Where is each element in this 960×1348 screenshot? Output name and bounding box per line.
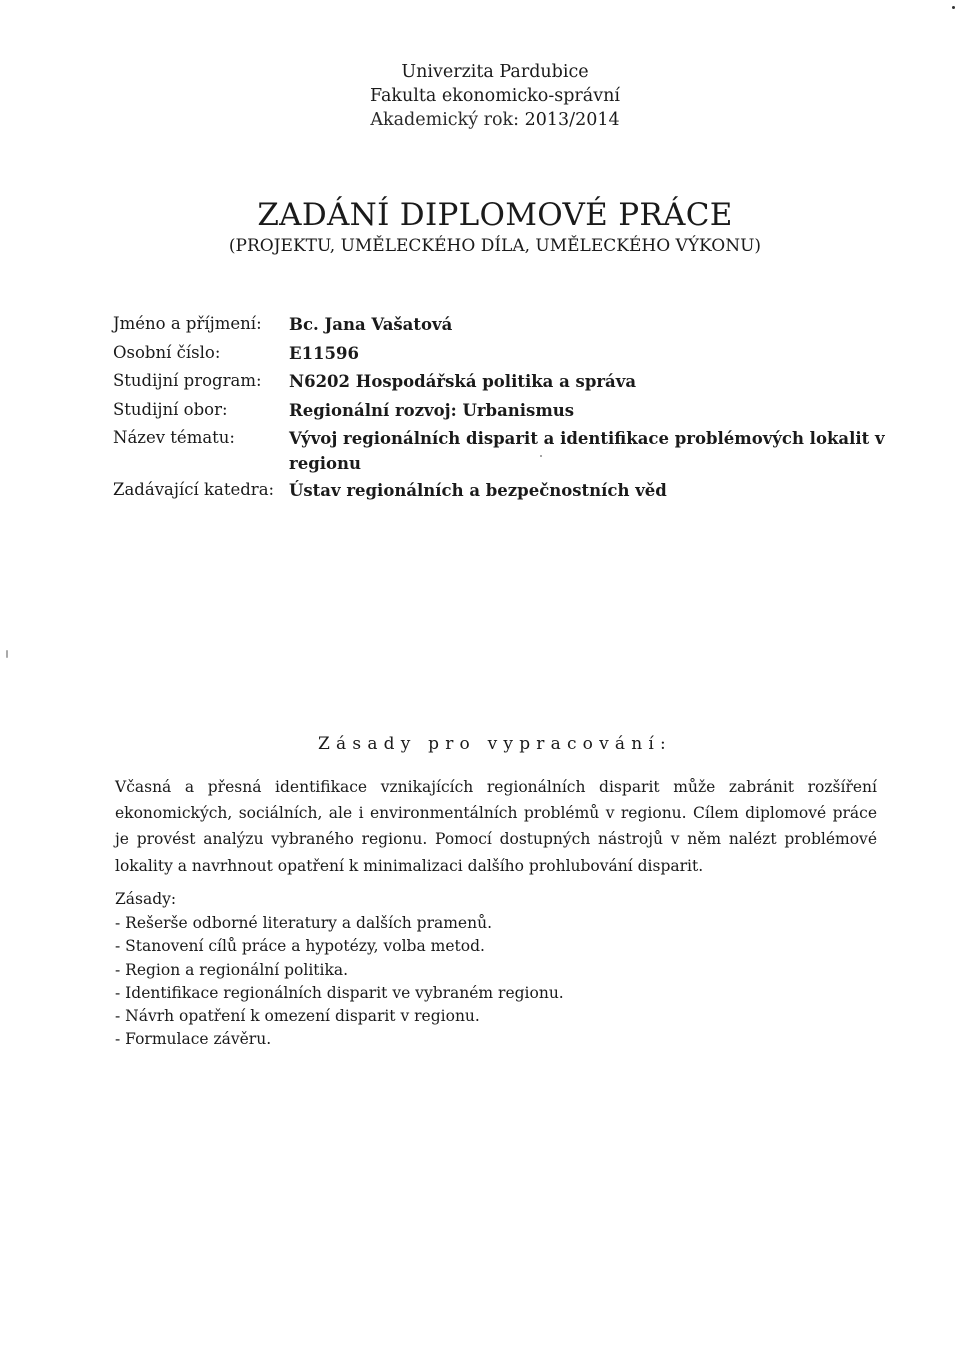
info-value: Vývoj regionálních disparit a identifikace problémových lokalit v regionu [289, 429, 885, 474]
scan-speck [6, 650, 8, 658]
info-label: Zadávající katedra: [113, 480, 275, 500]
academic-year-value: 2013/2014 [524, 110, 620, 130]
info-value: N6202 Hospodářská politika a správa [289, 372, 637, 392]
info-row-study-program [113, 367, 889, 396]
principles-heading: Zásady pro vypracování: [318, 734, 672, 754]
info-value: Bc. Jana Vašatová [289, 315, 453, 334]
university-name: Univerzita Pardubice [401, 62, 589, 82]
info-label: Studijní obor: [113, 399, 228, 419]
principles-list-label: Zásady: [115, 890, 177, 908]
list-item: - Formulace závěru. [115, 1030, 272, 1049]
list-item: - Stanovení cílů práce a hypotézy, volba metod. [115, 937, 485, 956]
principles-body: Včasná a přesná identifikace vznikajících regionálních disparit může zabránit rozšíření ekonomických, sociálních, ale i environmentálních problémů v regionu. Cílem diplomové práce je provést analýzu vybraného regionu. Pomocí dostupných nástrojů v něm nalézt problémové lokality a navrhnout opatření k minimalizaci dalšího prohlubování disparit. [115, 778, 877, 875]
document-title: ZADÁNÍ DIPLOMOVÉ PRÁCE [257, 197, 733, 233]
list-item: - Identifikace regionálních disparit ve vybraném regionu. [115, 983, 564, 1002]
document-header [0, 60, 960, 132]
scan-speck [952, 6, 955, 9]
list-item: - Rešerše odborné literatury a dalších pramenů. [115, 914, 492, 932]
info-value: Ústav regionálních a bezpečnostních věd [289, 481, 667, 501]
list-item: - Návrh opatření k omezení disparit v regionu. [115, 1007, 480, 1026]
title-block [0, 196, 960, 258]
student-info-table [113, 310, 889, 505]
info-row-topic [113, 424, 889, 476]
info-row-study-field [113, 396, 889, 425]
info-value: Regionální rozvoj: Urbanismus [289, 400, 575, 420]
academic-year-line [0, 108, 960, 132]
info-label: Název tématu: [113, 428, 235, 448]
faculty-name: Fakulta ekonomicko-správní [370, 86, 620, 106]
info-value: E11596 [289, 343, 359, 363]
info-label: Osobní číslo: [113, 342, 221, 362]
info-label: Studijní program: [113, 371, 262, 391]
info-row-personal-number [113, 339, 889, 368]
principles-list [115, 912, 564, 1052]
scan-speck [540, 455, 542, 457]
info-row-name [113, 310, 889, 339]
info-label: Jméno a příjmení: [113, 314, 262, 333]
document-subtitle: (PROJEKTU, UMĚLECKÉHO DÍLA, UMĚLECKÉHO VÝKONU) [228, 236, 762, 256]
academic-year-label: Akademický rok: [370, 110, 520, 130]
list-item: - Region a regionální politika. [115, 960, 349, 979]
info-row-department [113, 476, 889, 505]
